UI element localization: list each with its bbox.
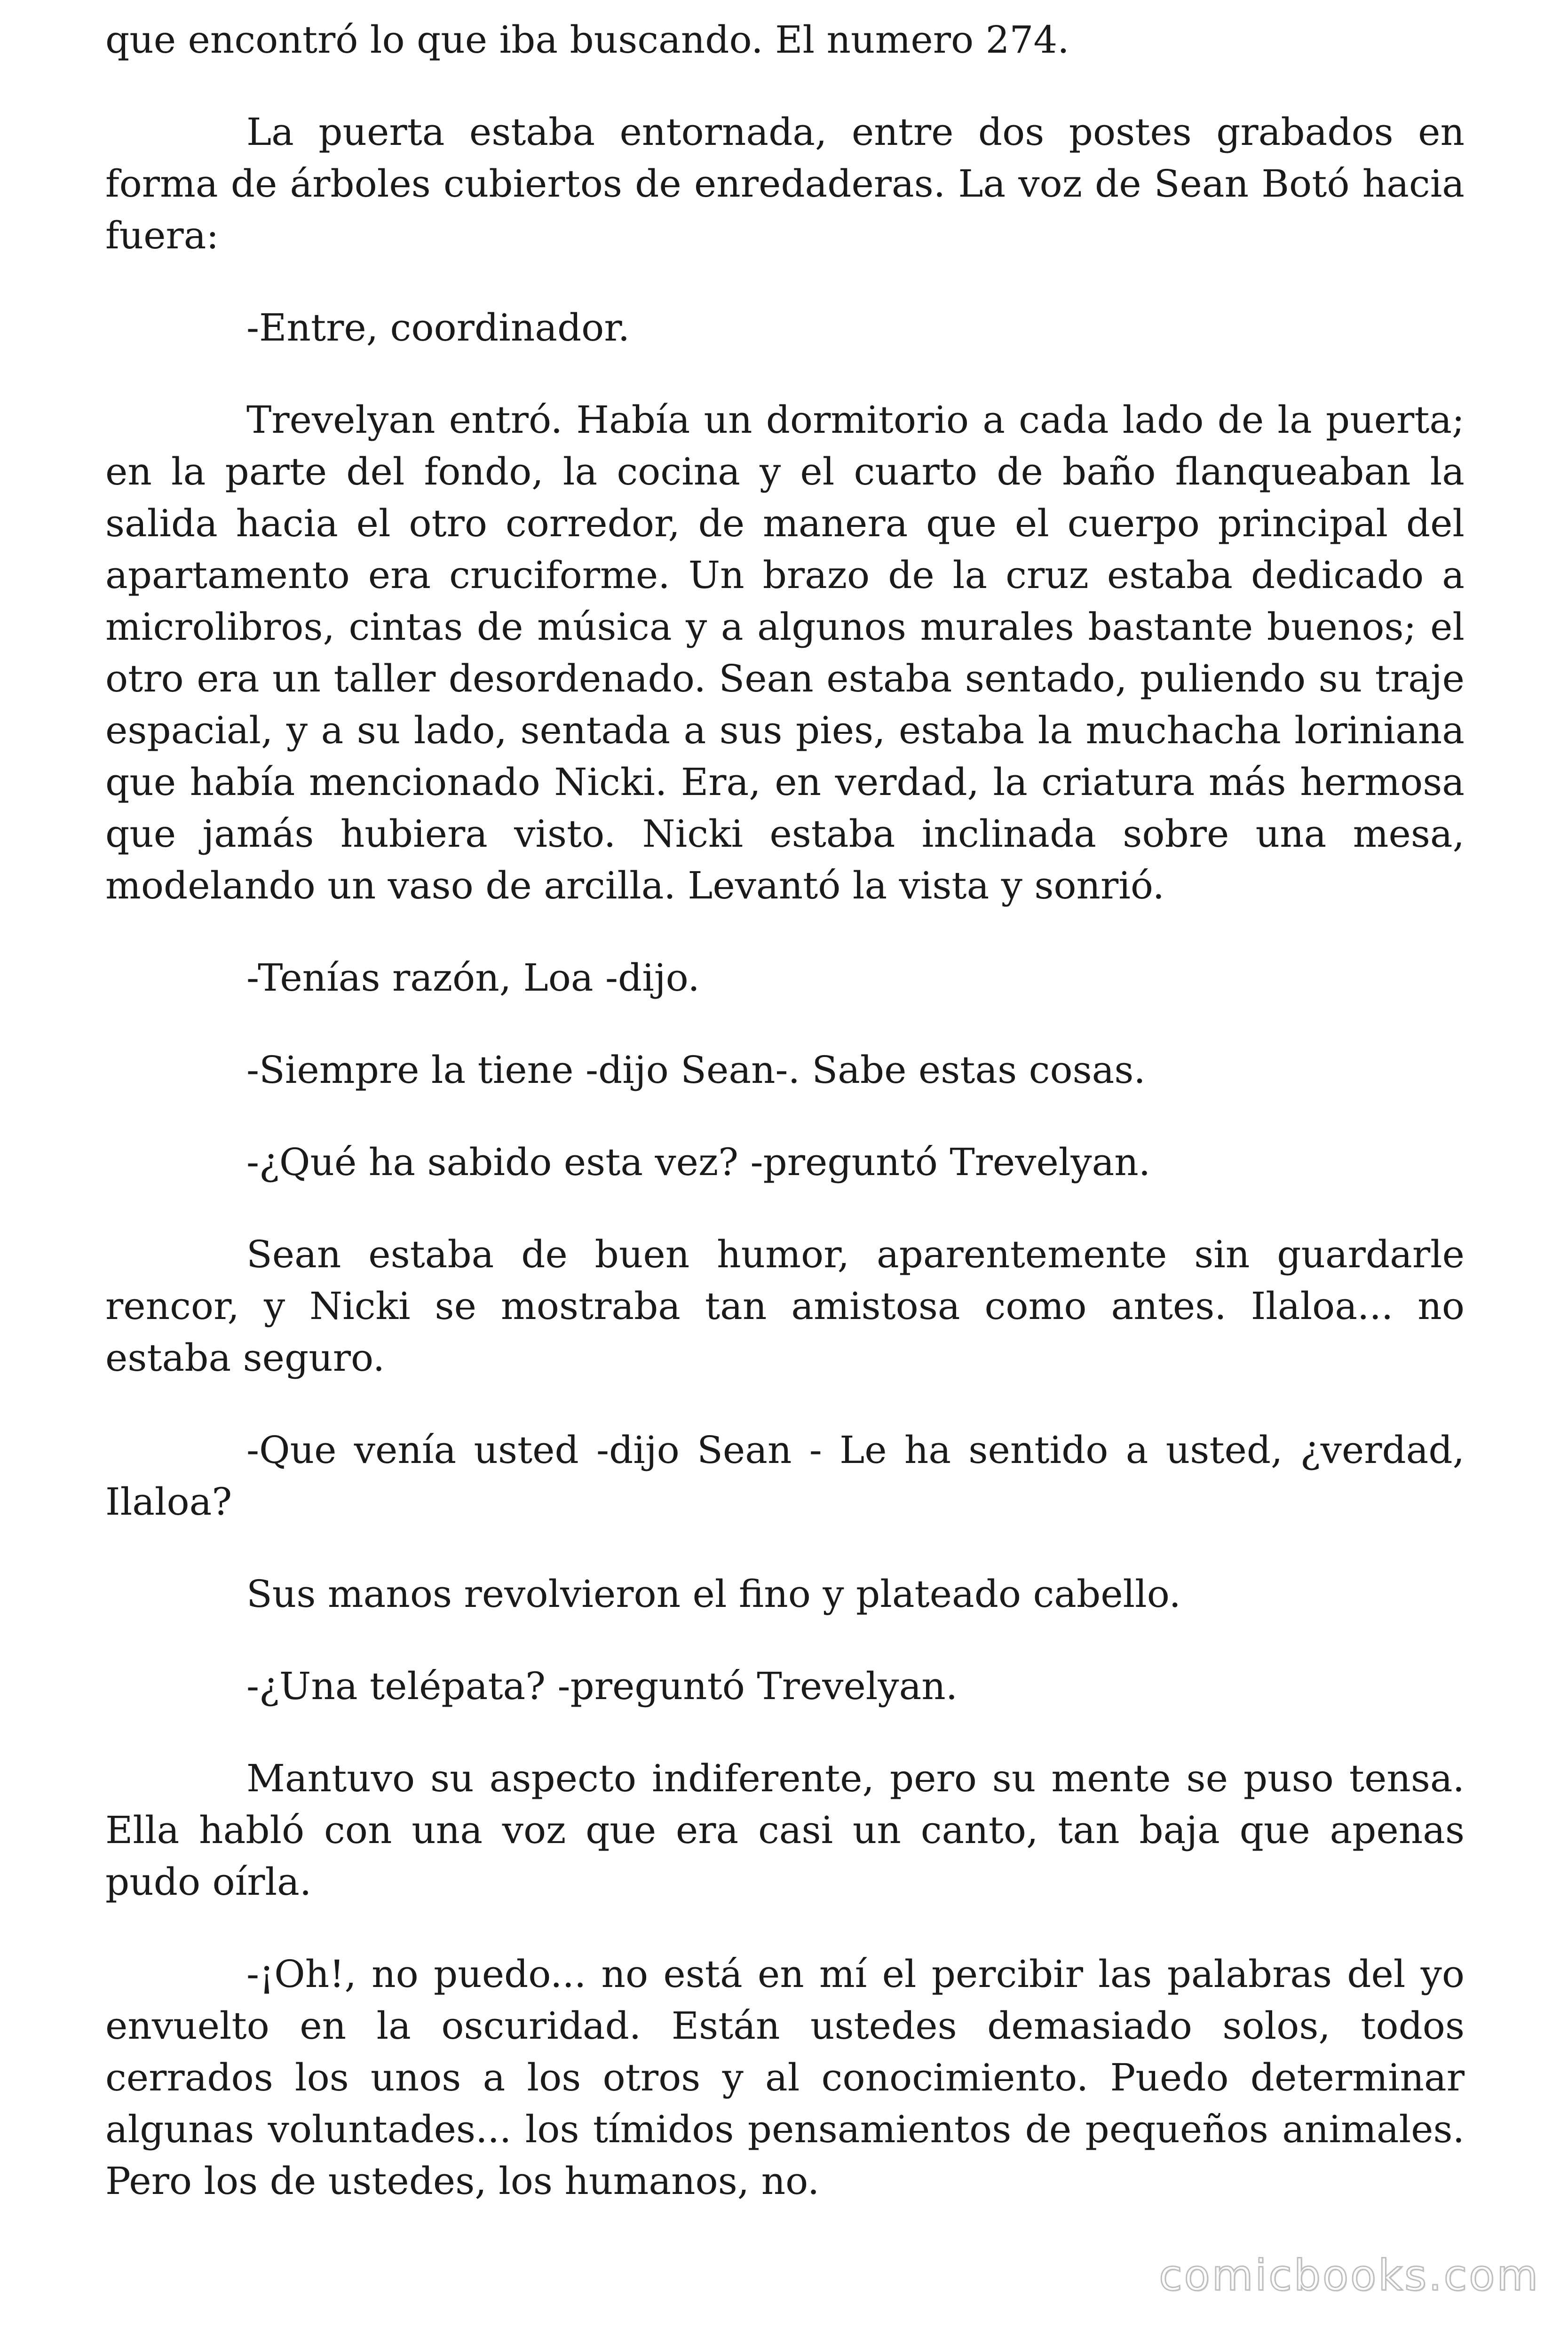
- paragraph-13: -¡Oh!, no puedo... no está en mí el percibir las palabras del yo envuelto en la oscuridad. Están ustedes demasiado solos, todos cerrados los unos a los otros y al conocimiento. Puedo determinar algunas voluntades... los tímidos pensamientos de pequeños animales. Pero los de ustedes, los humanos, no.: [105, 1952, 1465, 2203]
- paragraph-5: -Tenías razón, Loa -dijo.: [246, 956, 700, 1000]
- paragraph-9: -Que venía usted -dijo Sean - Le ha sentido a usted, ¿verdad, Ilaloa?: [105, 1428, 1465, 1524]
- paragraph-2: La puerta estaba entornada, entre dos postes grabados en forma de árboles cubiertos de enredaderas. La voz de Sean Botó hacia fuera:: [105, 110, 1465, 257]
- paragraph-10: Sus manos revolvieron el fino y plateado cabello.: [246, 1572, 1181, 1616]
- paragraph-12: Mantuvo su aspecto indiferente, pero su mente se puso tensa. Ella habló con una voz que era casi un canto, tan baja que apenas pudo oírla.: [105, 1756, 1465, 1904]
- paragraph-7: -¿Qué ha sabido esta vez? -preguntó Trevelyan.: [246, 1140, 1151, 1184]
- paragraph-3: -Entre, coordinador.: [246, 306, 630, 350]
- watermark-text: comicbooks.com: [1159, 2251, 1540, 2300]
- paragraph-6: -Siempre la tiene -dijo Sean-. Sabe estas cosas.: [246, 1048, 1146, 1092]
- text-column: [105, 14, 1465, 2248]
- paragraph-4: Trevelyan entró. Había un dormitorio a cada lado de la puerta; en la parte del fondo, la cocina y el cuarto de baño flanqueaban la salida hacia el otro corredor, de manera que el cuerpo principal del apartamento era cruciforme. Un brazo de la cruz estaba dedicado a microlibros, cintas de música y a algunos murales bastante buenos; el otro era un taller desordenado. Sean estaba sentado, puliendo su traje espacial, y a su lado, sentada a sus pies, estaba la muchacha loriniana que había mencionado Nicki. Era, en verdad, la criatura más hermosa que jamás hubiera visto. Nicki estaba inclinada sobre una mesa, modelando un vaso de arcilla. Levantó la vista y sonrió.: [105, 398, 1465, 907]
- paragraph-8: Sean estaba de buen humor, aparentemente sin guardarle rencor, y Nicki se mostraba tan amistosa como antes. Ilaloa... no estaba seguro.: [105, 1232, 1465, 1380]
- paragraph-11: -¿Una telépata? -preguntó Trevelyan.: [246, 1664, 958, 1708]
- paragraph-1: que encontró lo que iba buscando. El numero 274.: [105, 18, 1069, 62]
